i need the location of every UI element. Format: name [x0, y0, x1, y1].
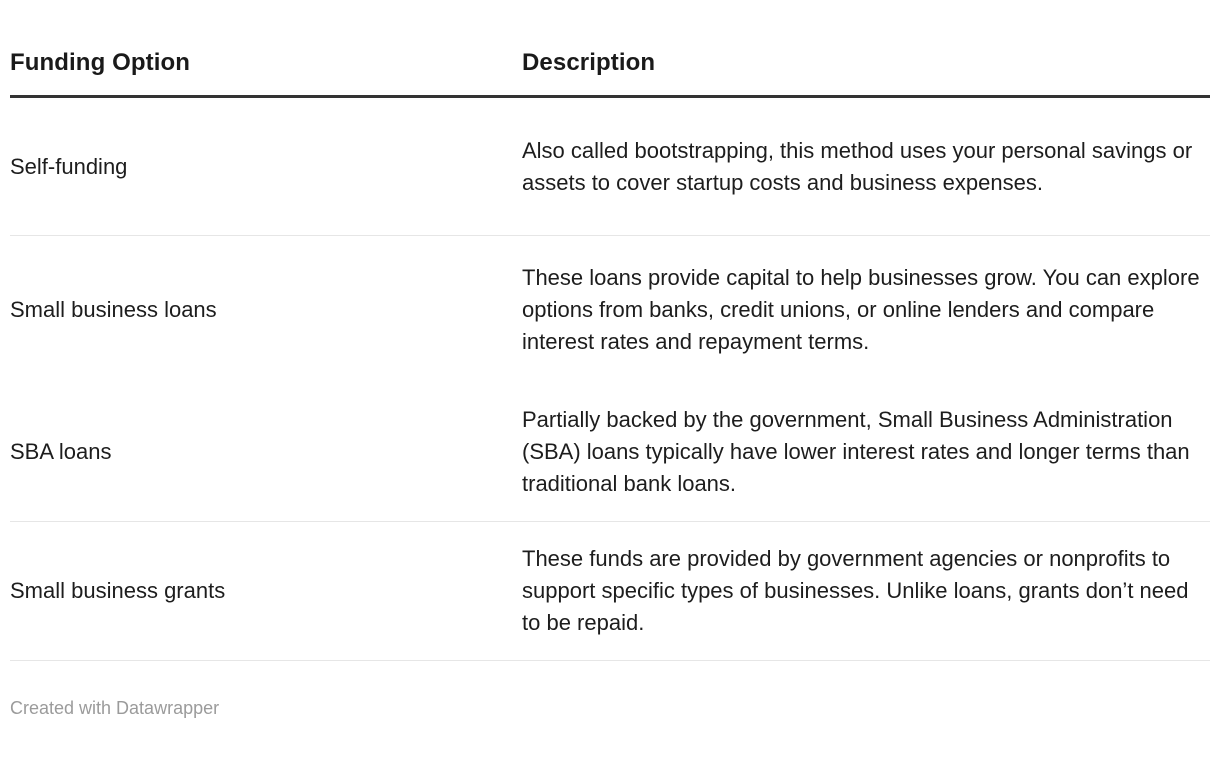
option-cell: SBA loans	[10, 439, 112, 464]
option-cell: Small business loans	[10, 296, 217, 322]
table-footer	[10, 697, 1210, 719]
description-cell: These funds are provided by government agencies or nonprofits to support specific types of businesses. Unlike loans, grants don’t need to be repaid.	[522, 546, 1189, 635]
datawrapper-attribution-link[interactable]: Created with Datawrapper	[10, 698, 220, 718]
table-row	[10, 236, 1210, 383]
table-row	[10, 98, 1210, 236]
description-cell: Partially backed by the government, Small Business Administration (SBA) loans typically have lower interest rates and longer terms than traditional bank loans.	[522, 407, 1190, 496]
table-row	[10, 383, 1210, 522]
option-cell: Self-funding	[10, 153, 128, 179]
description-cell: Also called bootstrapping, this method uses your personal savings or assets to cover startup costs and business expenses.	[522, 137, 1193, 195]
column-header-description: Description	[522, 49, 656, 76]
option-cell: Small business grants	[10, 578, 226, 603]
table-row	[10, 522, 1210, 661]
column-header-funding-option: Funding Option	[10, 49, 191, 76]
table-header-row	[10, 0, 1210, 78]
description-cell: These loans provide capital to help businesses grow. You can explore options from banks, credit unions, or online lenders and compare interest rates and repayment terms.	[522, 264, 1200, 354]
